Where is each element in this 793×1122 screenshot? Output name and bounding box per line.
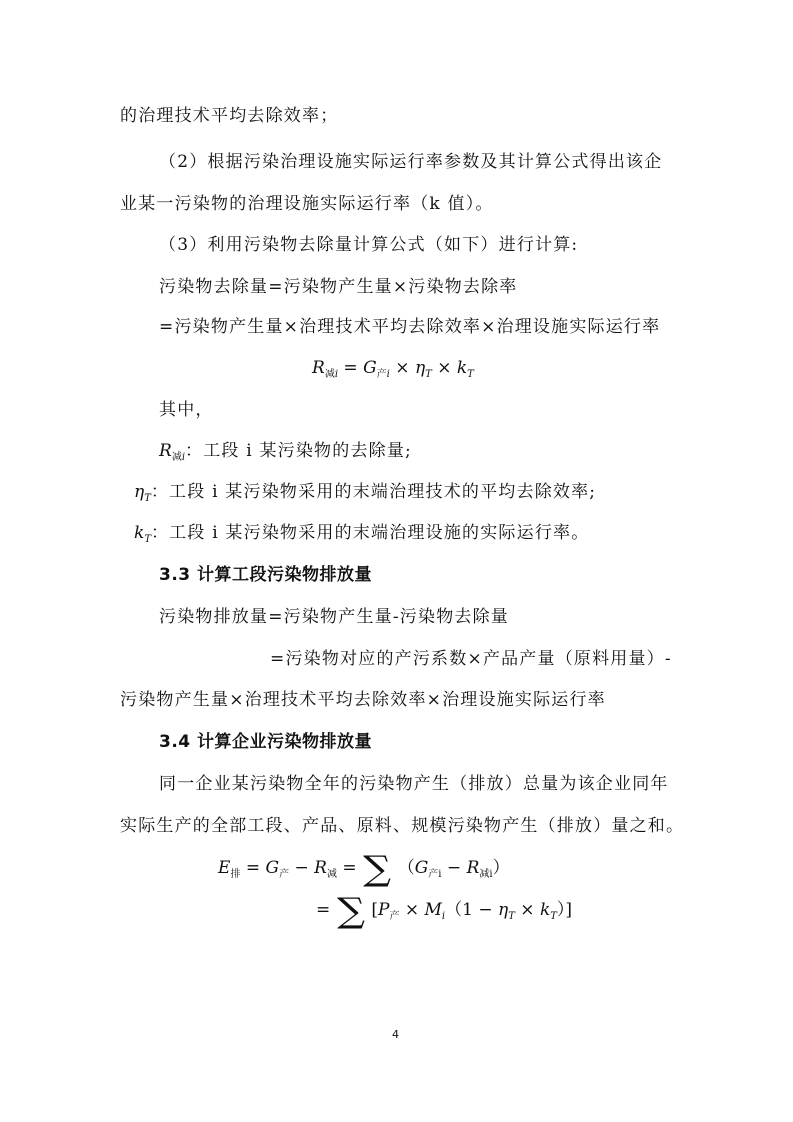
text-line-9: 污染物产生量×治理技术平均去除效率×治理设施实际运行率 — [120, 690, 606, 710]
page-number: 4 — [392, 1028, 399, 1041]
text-line-4: （3）利用污染物去除量计算公式（如下）进行计算: — [159, 235, 579, 255]
text-where: 其中， — [159, 400, 214, 420]
text-line-5: 污染物去除量=污染物产生量×污染物去除率 — [159, 277, 518, 297]
text-line-3: 业某一污染物的治理设施实际运行率（k 值）。 — [120, 194, 494, 214]
section-heading-3-3: 3.3 计算工段污染物排放量 — [159, 565, 373, 585]
formula-emission-line2: = ∑ $[P_产 \times M_i(1 - \eta_T \times k_T)]$ — [316, 891, 573, 931]
text-line-2: （2）根据污染治理设施实际运行率参数及其计算公式得出该企 — [159, 152, 663, 172]
text-line-8: =污染物对应的产污系数×产品产量（原料用量）- — [270, 649, 672, 669]
text-line-7: 污染物排放量=污染物产生量-污染物去除量 — [159, 607, 509, 627]
formula-emission-line1: $E_排 = G_产 - R_减$ = ∑ $(G_{产i} - R_{减i})$ — [218, 849, 510, 889]
text-line-6: =污染物产生量×治理技术平均去除效率×治理设施实际运行率 — [159, 317, 661, 337]
formula-removal: $R_{减i} = G_{产i} \times \eta_T \times k_T$ — [312, 358, 474, 380]
text-line-11: 实际生产的全部工段、产品、原料、规模污染物产生（排放）量之和。 — [120, 816, 685, 836]
definition-eta: $\eta_T$：工段 i 某污染物采用的末端治理技术的平均去除效率; — [134, 482, 597, 504]
definition-r: $R_{减i}$：工段 i 某污染物的去除量; — [159, 441, 412, 463]
text-line-1: 的治理技术平均去除效率； — [120, 106, 339, 126]
definition-k: $k_T$：工段 i 某污染物采用的末端治理设施的实际运行率。 — [134, 523, 590, 545]
text-line-10: 同一企业某污染物全年的污染物产生（排放）总量为该企业同年 — [159, 774, 669, 794]
section-heading-3-4: 3.4 计算企业污染物排放量 — [159, 732, 373, 752]
